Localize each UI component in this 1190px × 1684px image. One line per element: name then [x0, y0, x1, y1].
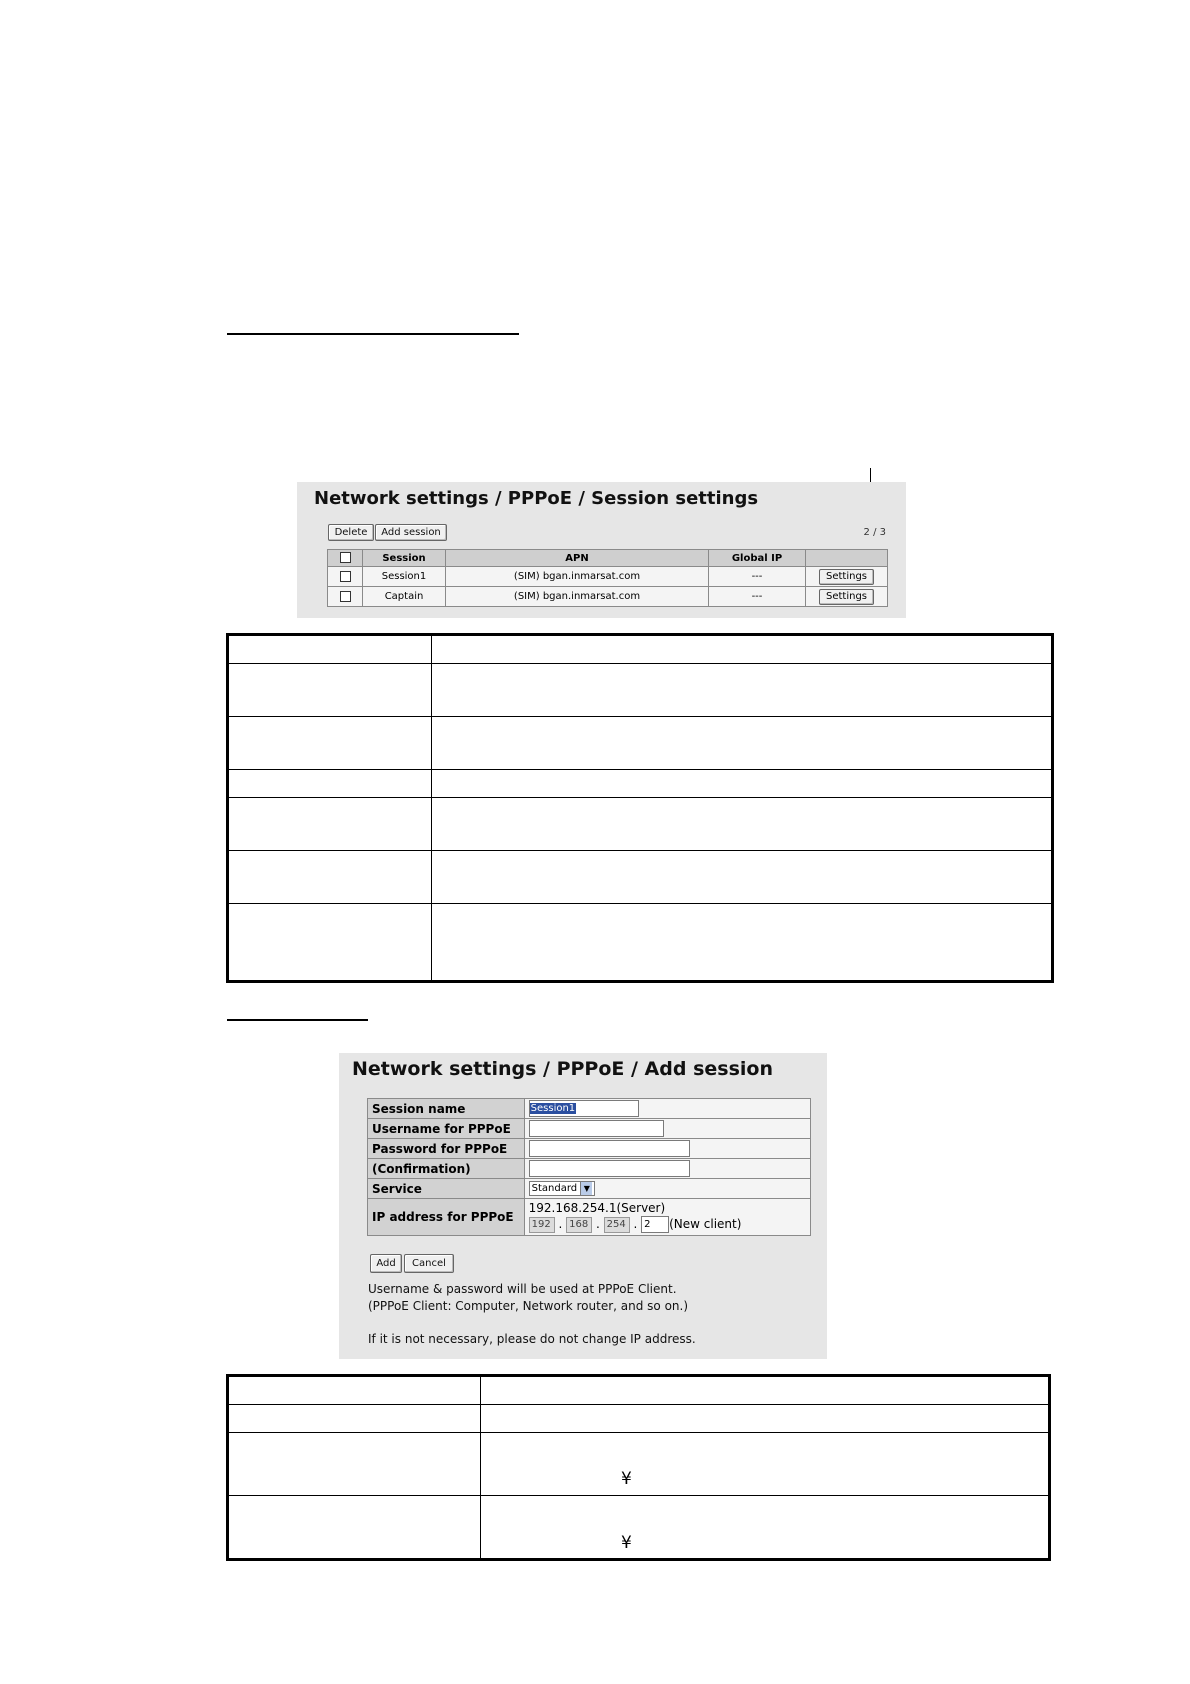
- service-value: Standard: [531, 1183, 578, 1194]
- ip-server-text: 192.168.254.1(Server): [528, 1201, 666, 1215]
- add-session-button[interactable]: Add session: [375, 524, 447, 541]
- ip-dot: .: [595, 1217, 600, 1231]
- apn-cell: (SIM) bgan.inmarsat.com: [446, 587, 709, 607]
- ip-new-client-label: (New client): [669, 1217, 742, 1231]
- form-row-service: [368, 1179, 811, 1199]
- row-select-cell: [328, 567, 363, 587]
- page-indicator: 2 / 3: [863, 527, 886, 538]
- ip-client-row: [529, 1216, 806, 1233]
- ip-octet-3: 254: [604, 1217, 630, 1233]
- ip-dot: .: [633, 1217, 638, 1231]
- password-cell: [524, 1139, 810, 1159]
- note-line-3: If it is not necessary, please do not change IP address.: [368, 1332, 696, 1346]
- add-button[interactable]: Add: [370, 1254, 402, 1273]
- form-row-ip: [368, 1199, 811, 1236]
- chevron-down-icon[interactable]: ▼: [580, 1182, 592, 1195]
- row-select-cell: [328, 587, 363, 607]
- table-row: [228, 798, 1053, 851]
- session-settings-screenshot: [297, 482, 906, 618]
- page-title: Network settings / PPPoE / Session settings: [314, 488, 759, 509]
- form-row-username: [368, 1119, 811, 1139]
- session-name-cell: [524, 1099, 810, 1119]
- global-ip-cell: ---: [709, 567, 806, 587]
- session-name-label: Session name: [368, 1099, 525, 1119]
- service-cell: [524, 1179, 810, 1199]
- table-row: [328, 587, 888, 607]
- confirmation-label: (Confirmation): [368, 1159, 525, 1179]
- description-table-2: [226, 1374, 1051, 1561]
- confirmation-cell: [524, 1159, 810, 1179]
- session-table-header: [328, 550, 888, 567]
- table-row: [228, 851, 1053, 904]
- confirmation-input[interactable]: [529, 1160, 690, 1177]
- settings-button[interactable]: Settings: [819, 589, 874, 605]
- table-row: [228, 664, 1053, 717]
- action-cell: [806, 587, 888, 607]
- select-all-cell: [328, 550, 363, 567]
- yen-symbol-1: ¥: [621, 1469, 632, 1489]
- table-row: [228, 717, 1053, 770]
- table-row: [228, 1496, 1050, 1560]
- password-input[interactable]: [529, 1140, 690, 1157]
- description-table-1: [226, 633, 1054, 983]
- session-table: [327, 549, 888, 607]
- table-row: [228, 1433, 1050, 1496]
- apn-cell: (SIM) bgan.inmarsat.com: [446, 567, 709, 587]
- section-heading-underline-1: [227, 333, 519, 335]
- session-name-cell: Session1: [363, 567, 446, 587]
- section-heading-underline-2: [227, 1019, 368, 1021]
- service-label: Service: [368, 1179, 525, 1199]
- global-ip-cell: ---: [709, 587, 806, 607]
- row-checkbox[interactable]: [340, 571, 351, 582]
- table-row: [228, 770, 1053, 798]
- ip-dot: .: [558, 1217, 563, 1231]
- table-row: [228, 1405, 1050, 1433]
- ip-label: IP address for PPPoE: [368, 1199, 525, 1236]
- settings-button[interactable]: Settings: [819, 569, 874, 585]
- action-cell: [806, 567, 888, 587]
- table-row: [228, 904, 1053, 982]
- table-row: [328, 567, 888, 587]
- page-title: Network settings / PPPoE / Add session: [352, 1058, 773, 1080]
- username-cell: [524, 1119, 810, 1139]
- password-label: Password for PPPoE: [368, 1139, 525, 1159]
- ip-octet-2: 168: [566, 1217, 592, 1233]
- cancel-button[interactable]: Cancel: [404, 1254, 454, 1273]
- form-row-password: [368, 1139, 811, 1159]
- session-name-cell: Captain: [363, 587, 446, 607]
- select-all-checkbox[interactable]: [340, 552, 351, 563]
- form-row-session-name: [368, 1099, 811, 1119]
- table-row: [228, 1376, 1050, 1405]
- col-apn: APN: [446, 550, 709, 567]
- col-session: Session: [363, 550, 446, 567]
- table-row: [228, 635, 1053, 664]
- service-select[interactable]: [529, 1181, 596, 1196]
- username-label: Username for PPPoE: [368, 1119, 525, 1139]
- col-action: [806, 550, 888, 567]
- form-row-confirmation: [368, 1159, 811, 1179]
- username-input[interactable]: [529, 1120, 664, 1137]
- ip-octet-4-input[interactable]: 2: [641, 1216, 669, 1233]
- ip-octet-1: 192: [529, 1217, 555, 1233]
- add-session-screenshot: [339, 1053, 827, 1359]
- row-checkbox[interactable]: [340, 591, 351, 602]
- session-name-input[interactable]: [529, 1100, 639, 1117]
- delete-button[interactable]: Delete: [328, 524, 374, 541]
- ip-cell: [524, 1199, 810, 1236]
- yen-symbol-2: ¥: [621, 1533, 632, 1553]
- col-global-ip: Global IP: [709, 550, 806, 567]
- session-name-value: Session1: [530, 1103, 576, 1114]
- note-line-1: Username & password will be used at PPPoE Client.: [368, 1282, 677, 1296]
- add-session-form: [367, 1098, 811, 1236]
- note-line-2: (PPPoE Client: Computer, Network router, and so on.): [368, 1299, 689, 1313]
